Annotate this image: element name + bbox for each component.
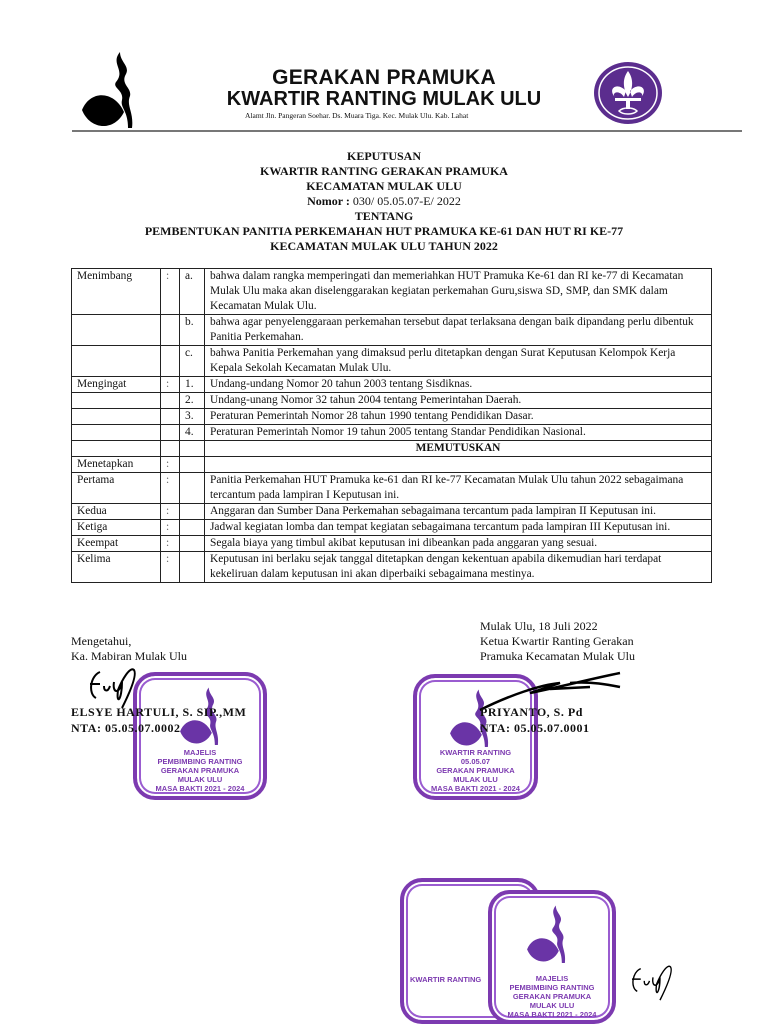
tunas-kelapa-icon: [524, 904, 574, 966]
signatory-title: Pramuka Kecamatan Mulak Ulu: [480, 649, 635, 663]
decision-text: Panitia Perkemahan HUT Pramuka ke-61 dan RI ke-77 Kecamatan Mulak Ulu tahun 2022 sebagaimana tercantum pada lampiran I Keputusan ini.: [205, 473, 712, 504]
table-row: [72, 409, 712, 425]
decision-text: Anggaran dan Sumber Dana Perkemahan sebagaimana tercantum pada lampiran II Keputusan ini.: [205, 504, 712, 520]
item-number: 3.: [180, 409, 205, 425]
item-number: a.: [180, 269, 205, 315]
row-label: Menimbang: [72, 269, 161, 315]
document-title: [0, 149, 768, 254]
signature-left: [82, 660, 162, 710]
stamp-text: KWARTIR RANTING: [439, 748, 512, 757]
stamp-text: MASA BAKTI 2021 - 2024: [507, 1010, 597, 1019]
table-row: [72, 393, 712, 409]
table-row: [72, 457, 712, 473]
nomor-value: 030/ 05.05.07-E/ 2022: [352, 194, 461, 208]
item-number: 2.: [180, 393, 205, 409]
item-number: 1.: [180, 377, 205, 393]
item-text: bahwa Panitia Perkemahan yang dimaksud perlu ditetapkan dengan Surat Keputusan Kelompok Kerja Kepala Sekolah Kecamatan Mulak Ulu.: [205, 346, 712, 377]
signature-copy: [625, 940, 695, 1020]
item-text: Peraturan Pemerintah Nomor 19 tahun 2005 tentang Standar Pendidikan Nasional.: [205, 425, 712, 441]
colon: :: [161, 457, 180, 473]
stamp-majelis-copy: [488, 890, 616, 1024]
right-signatory: [480, 619, 635, 664]
title-line: KEPUTUSAN: [346, 149, 421, 163]
title-subject: PEMBENTUKAN PANITIA PERKEMAHAN HUT PRAMUKA KE-61 DAN HUT RI KE-77: [144, 224, 624, 238]
item-text: Undang-undang Nomor 20 tahun 2003 tentang Sisdiknas.: [205, 377, 712, 393]
colon: :: [161, 504, 180, 520]
row-label: Menetapkan: [72, 457, 161, 473]
table-row: [72, 377, 712, 393]
table-row: [72, 520, 712, 536]
stamp-text: PEMBIMBING RANTING: [509, 983, 595, 992]
left-signatory-name: ELSYE HARTULI, S. SIP.,MM: [71, 705, 247, 719]
stamp-text: GERAKAN PRAMUKA: [512, 992, 592, 1001]
item-number: c.: [180, 346, 205, 377]
decision-text: Jadwal kegiatan lomba dan tempat kegiatan sebagaimana tercantum pada lampiran III Keputusan ini.: [205, 520, 712, 536]
stamp-text: MULAK ULU: [453, 775, 498, 784]
colon: :: [161, 269, 180, 315]
row-label: Kelima: [72, 552, 161, 583]
row-label: Keempat: [72, 536, 161, 552]
table-row: [72, 536, 712, 552]
unit-name: KWARTIR RANTING MULAK ULU: [226, 88, 542, 110]
signatory-title: Ka. Mabiran Mulak Ulu: [71, 649, 187, 663]
colon: :: [161, 473, 180, 504]
table-row: [72, 346, 712, 377]
colon: :: [161, 377, 180, 393]
right-signatory-name: PRIYANTO, S. Pd: [480, 705, 583, 719]
item-number: 4.: [180, 425, 205, 441]
stamp-text: 05.05.07: [460, 757, 491, 766]
item-text: Undang-unang Nomor 32 tahun 2004 tentang Pemerintahan Daerah.: [205, 393, 712, 409]
stamp-text: GERAKAN PRAMUKA: [160, 766, 240, 775]
table-row: [72, 504, 712, 520]
acknowledged-label: Mengetahui,: [71, 634, 132, 648]
stamp-text: MASA BAKTI 2021 - 2024: [155, 784, 245, 793]
table-row: [72, 269, 712, 315]
stamp-text: MASA BAKTI 2021 - 2024: [431, 784, 520, 793]
decree-table: [71, 268, 712, 583]
decision-text: Segala biaya yang timbul akibat keputusan ini dibeankan pada anggaran yang sesuai.: [205, 536, 712, 552]
table-row: [72, 552, 712, 583]
title-line: TENTANG: [354, 209, 414, 223]
colon: :: [161, 520, 180, 536]
row-label: Pertama: [72, 473, 161, 504]
memutuskan-heading: MEMUTUSKAN: [205, 441, 712, 457]
address: Alamt Jln. Pangeran Soehar. Ds. Muara Tiga. Kec. Mulak Ulu. Kab. Lahat: [245, 111, 469, 120]
table-row: [72, 473, 712, 504]
item-number: b.: [180, 315, 205, 346]
item-text: bahwa agar penyelenggaraan perkemahan tersebut dapat terlaksana dengan baik dipandang perlu dibentuk Panitia Perkemahan.: [205, 315, 712, 346]
left-signatory-nta: NTA: 05.05.07.0002: [71, 721, 181, 735]
row-label: Ketiga: [72, 520, 161, 536]
org-name: GERAKAN PRAMUKA: [272, 66, 496, 89]
place-date: Mulak Ulu, 18 Juli 2022: [480, 619, 598, 633]
table-row: [72, 425, 712, 441]
colon: :: [161, 552, 180, 583]
colon: :: [161, 536, 180, 552]
signatory-title: Ketua Kwartir Ranting Gerakan: [480, 634, 634, 648]
stamp-text: MAJELIS: [535, 974, 569, 983]
table-row: [72, 315, 712, 346]
table-row: [72, 441, 712, 457]
row-label: Mengingat: [72, 377, 161, 393]
nomor-line: [0, 194, 768, 209]
stamp-text: PEMBIMBING RANTING: [157, 757, 243, 766]
title-line: KWARTIR RANTING GERAKAN PRAMUKA: [260, 164, 508, 178]
stamp-text: GERAKAN PRAMUKA: [436, 766, 515, 775]
nomor-label: Nomor :: [307, 194, 350, 208]
right-signatory-nta: NTA: 05.05.07.0001: [480, 721, 590, 735]
row-label: Kedua: [72, 504, 161, 520]
stamp-text: KWARTIR RANTING: [410, 975, 482, 984]
item-text: Peraturan Pemerintah Nomor 28 tahun 1990 tentang Pendidikan Dasar.: [205, 409, 712, 425]
header-divider: [72, 130, 742, 132]
stamp-text: MAJELIS: [183, 748, 217, 757]
title-subject: KECAMATAN MULAK ULU TAHUN 2022: [270, 239, 498, 253]
stamp-text: MULAK ULU: [177, 775, 223, 784]
stamp-text: MULAK ULU: [529, 1001, 575, 1010]
wosm-emblem: [593, 61, 663, 125]
decision-text: Keputusan ini berlaku sejak tanggal ditetapkan dengan kekentuan apabila dikemudian hari terdapat kekeliruan dalam keputusan ini akan diperbaiki sebagaimana mestinya.: [205, 552, 712, 583]
item-text: bahwa dalam rangka memperingati dan memeriahkan HUT Pramuka Ke-61 dan RI ke-77 di Kecamatan Mulak Ulu maka akan diselenggarakan kegiatan perkemahan Guru,siswa SD, SMP, dan SMK dalam Kecamatan Mulak Ulu.: [205, 269, 712, 315]
title-line: KECAMATAN MULAK ULU: [306, 179, 462, 193]
